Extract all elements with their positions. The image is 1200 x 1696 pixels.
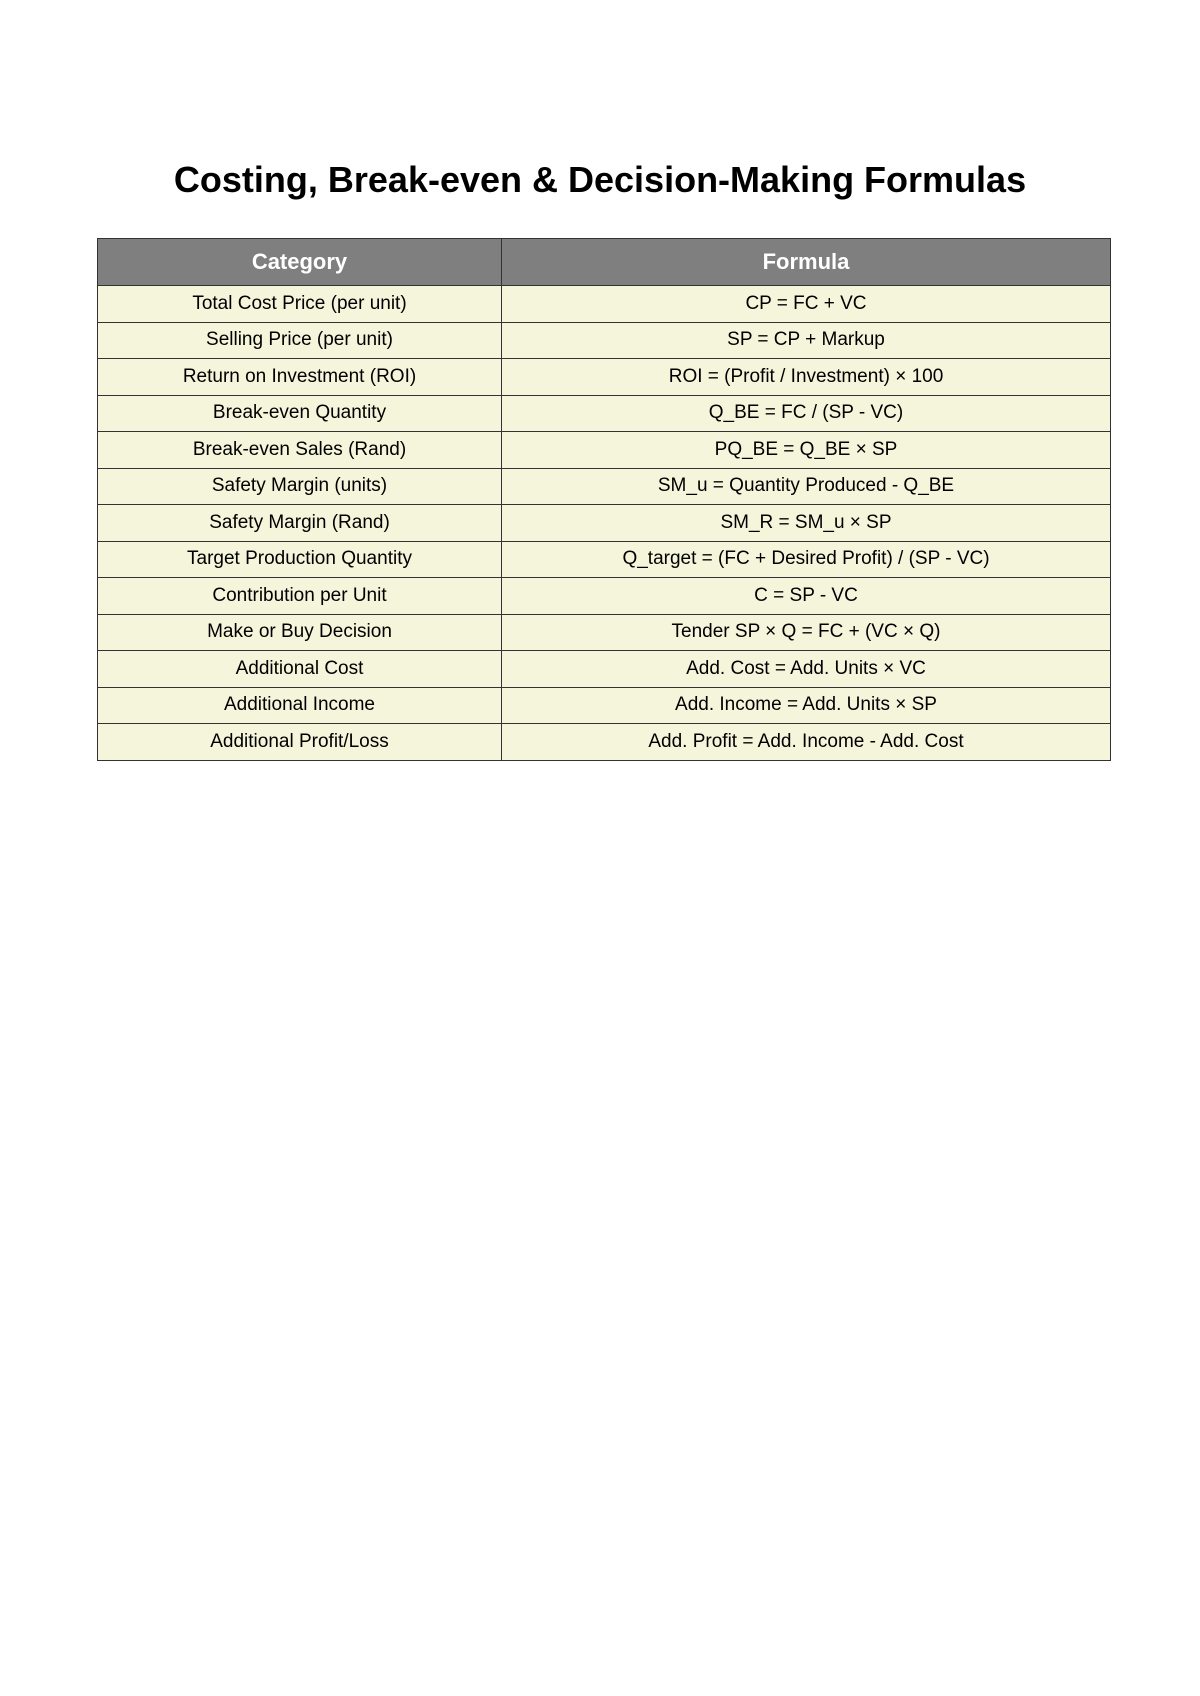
formula-cell: Add. Cost = Add. Units × VC	[502, 651, 1111, 688]
formula-cell: Add. Income = Add. Units × SP	[502, 687, 1111, 724]
category-cell: Total Cost Price (per unit)	[98, 286, 502, 323]
formula-table	[97, 238, 1111, 761]
table-row	[98, 724, 1111, 761]
formula-cell: SP = CP + Markup	[502, 322, 1111, 359]
table-row	[98, 432, 1111, 469]
category-cell: Selling Price (per unit)	[98, 322, 502, 359]
formula-cell: SM_u = Quantity Produced - Q_BE	[502, 468, 1111, 505]
category-cell: Contribution per Unit	[98, 578, 502, 615]
table-row	[98, 395, 1111, 432]
table-row	[98, 578, 1111, 615]
table-row	[98, 286, 1111, 323]
category-cell: Break-even Sales (Rand)	[98, 432, 502, 469]
table-row	[98, 359, 1111, 396]
column-header-formula: Formula	[502, 239, 1111, 286]
category-cell: Make or Buy Decision	[98, 614, 502, 651]
table-row	[98, 322, 1111, 359]
table-row	[98, 541, 1111, 578]
table-row	[98, 614, 1111, 651]
category-cell: Safety Margin (Rand)	[98, 505, 502, 542]
table-header-row	[98, 239, 1111, 286]
formula-cell: SM_R = SM_u × SP	[502, 505, 1111, 542]
formula-cell: PQ_BE = Q_BE × SP	[502, 432, 1111, 469]
page-title: Costing, Break-even & Decision-Making Formulas	[173, 159, 1027, 200]
table-row	[98, 468, 1111, 505]
formula-cell: Add. Profit = Add. Income - Add. Cost	[502, 724, 1111, 761]
category-cell: Safety Margin (units)	[98, 468, 502, 505]
category-cell: Additional Profit/Loss	[98, 724, 502, 761]
formula-cell: Tender SP × Q = FC + (VC × Q)	[502, 614, 1111, 651]
formula-cell: Q_target = (FC + Desired Profit) / (SP - VC)	[502, 541, 1111, 578]
formula-cell: ROI = (Profit / Investment) × 100	[502, 359, 1111, 396]
category-cell: Return on Investment (ROI)	[98, 359, 502, 396]
table-row	[98, 505, 1111, 542]
formula-cell: CP = FC + VC	[502, 286, 1111, 323]
category-cell: Additional Income	[98, 687, 502, 724]
formula-cell: Q_BE = FC / (SP - VC)	[502, 395, 1111, 432]
table-row	[98, 651, 1111, 688]
formula-cell: C = SP - VC	[502, 578, 1111, 615]
category-cell: Additional Cost	[98, 651, 502, 688]
category-cell: Break-even Quantity	[98, 395, 502, 432]
table-row	[98, 687, 1111, 724]
column-header-category: Category	[98, 239, 502, 286]
category-cell: Target Production Quantity	[98, 541, 502, 578]
